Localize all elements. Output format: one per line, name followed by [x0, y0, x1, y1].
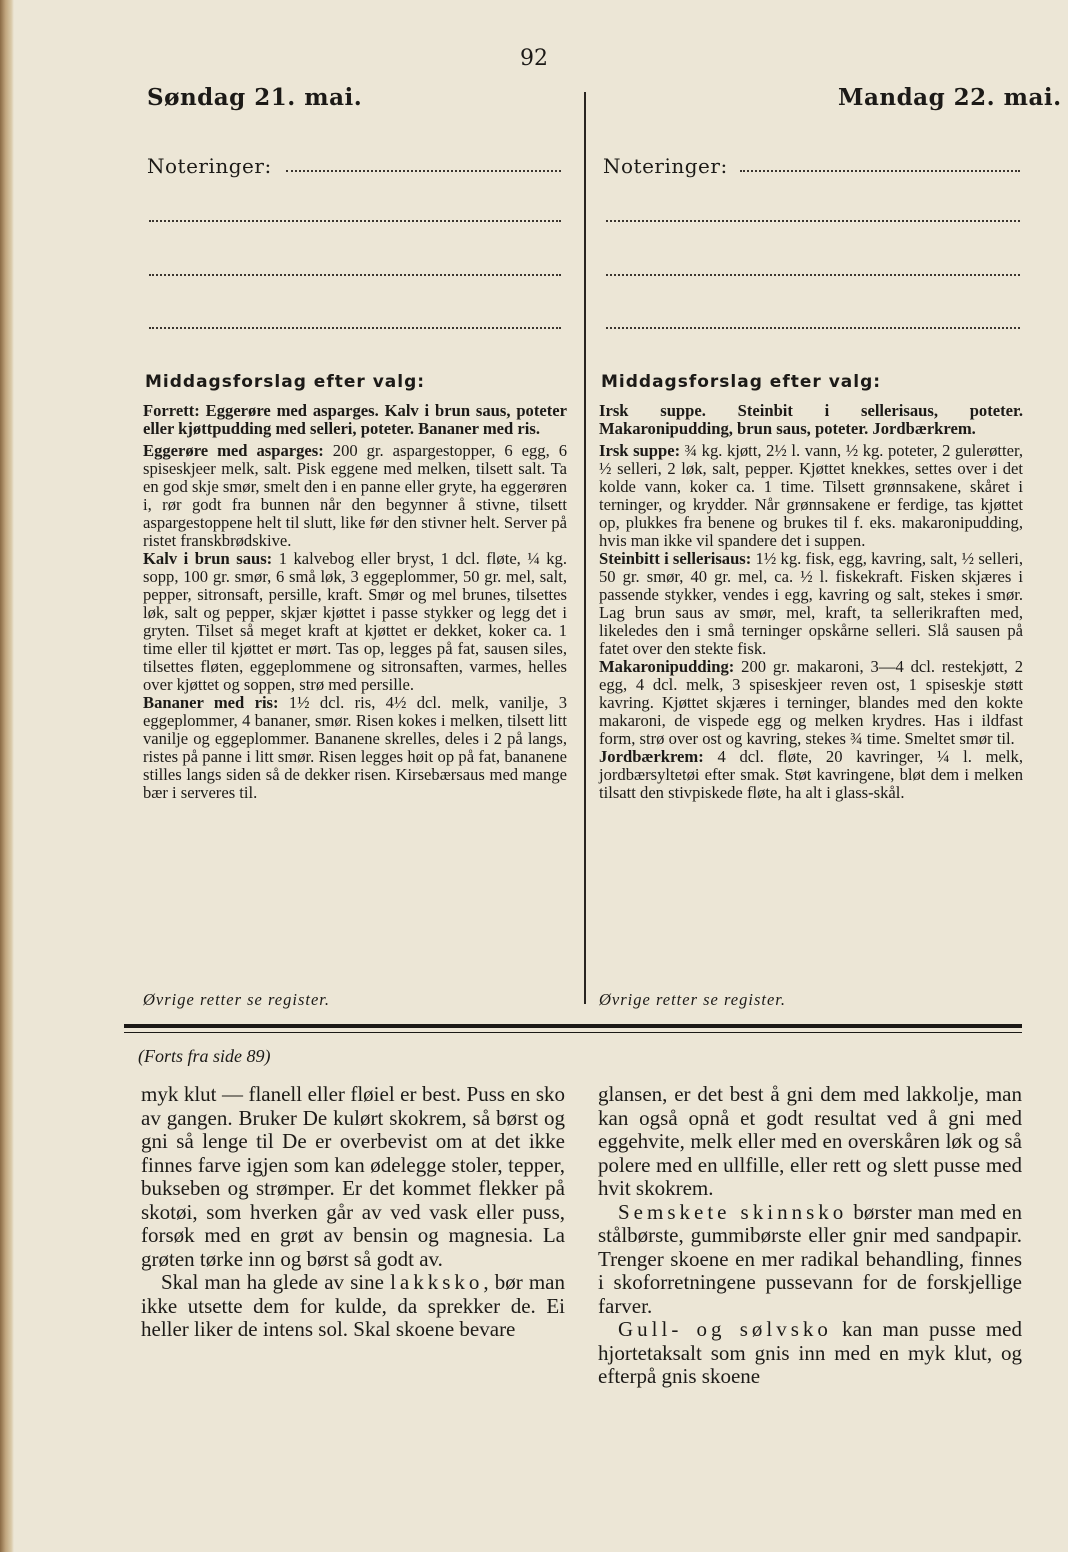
- article-paragraph: [598, 1318, 1022, 1389]
- paragraph-text-rest: kan man pusse med hjortetaksalt som gnis inn med en myk klut, og efterpå gnis skoene: [598, 1317, 1022, 1388]
- notes-label-monday: Noteringer:: [603, 154, 728, 178]
- notes-line-monday-2: [606, 220, 1020, 222]
- section-separator-thick: [124, 1024, 1022, 1028]
- notes-line-sunday-1: [286, 170, 561, 172]
- recipe-body: Eggerøre med asparges. Kalv i brun saus, poteter eller kjøttpudding med selleri, poteter. Bananer med ris.: [143, 401, 567, 438]
- notes-line-monday-3: [606, 274, 1020, 276]
- page-number: 92: [520, 46, 548, 71]
- recipe-lead: Eggerøre med asparges:: [143, 441, 324, 460]
- continuation-label: (Forts fra side 89): [138, 1046, 271, 1066]
- spaced-term: Gull- og sølvsko: [618, 1317, 832, 1341]
- menu-suggestions-sunday: [143, 372, 567, 1012]
- article-column-left: [141, 1083, 565, 1342]
- recipe-eggerore: [143, 442, 567, 550]
- recipe-lead: Forrett:: [143, 401, 200, 420]
- notes-line-sunday-3: [149, 274, 561, 276]
- article-paragraph: [141, 1271, 565, 1342]
- recipe-lead: Makaronipudding:: [599, 657, 735, 676]
- notes-line-monday-4: [606, 327, 1020, 329]
- column-divider: [584, 92, 586, 1004]
- recipe-lead: Irsk suppe:: [599, 441, 681, 460]
- recipe-body: 1 kalvebog eller bryst, 1 dcl. fløte, ¼ kg. sopp, 100 gr. smør, 6 små løk, 3 eggeplommer, 50 gr. mel, salt, pepper, sitronsaft, persille, kraft. Smør og mel brunes, tilsettes løk, salt og pepper, skjær kjøttet i passe stykker og legg det i gryten. Tilset så meget kraft at kjøttet er dekket, koker ca. 1 time eller til kjøttet er mørt. Tas op, legges på fat, sausen siles, tilsettes fløten, eggeplommene og sitronsaften, varmes, helles over kjøttet og soppen, strø med persille.: [143, 549, 567, 694]
- recipe-body: 4 dcl. fløte, 20 kavringer, ¼ l. melk, jordbærsyltetøi efter smak. Støt kavringene, bløt dem i melken tilsatt den stivpiskede fløte, ha alt i glass-skål.: [599, 747, 1023, 802]
- recipe-lead: Jordbærkrem:: [599, 747, 704, 766]
- recipe-lead: Kalv i brun saus:: [143, 549, 273, 568]
- notes-line-sunday-4: [149, 327, 561, 329]
- recipe-irsk-suppe: [599, 442, 1023, 550]
- notes-label-sunday: Noteringer:: [147, 154, 272, 178]
- recipe-body: 200 gr. makaroni, 3—4 dcl. restekjøtt, 2 egg, 4 dcl. melk, 3 spiseskjeer reven ost, 1 spiseskje støtt kavring. Kjøttet skjæres i terninger, blandes med den kokte makaroni, de vispede egg og melken krydres. Has i ildfast form, strø over ost og kavring, stekes ¾ time. Smeltet smør til.: [599, 657, 1024, 748]
- recipe-summary: [143, 402, 567, 438]
- section-separator-thin: [124, 1032, 1022, 1033]
- paragraph-text: myk klut — flanell eller fløiel er best. Puss en sko av gangen. Bruker De kulørt skokrem, så børst og gni så lenge til De er overbevist om at det ikke finnes farve igjen som kan ødelegge stoler, tepper, bukseben og strømper. Er det kommet flekker på skotøi, som hverken går av ved vask eller puss, forsøk med en grøt av bensin og magnesia. La grøten tørke inn og børst så godt av.: [141, 1082, 565, 1271]
- recipe-body: 1½ dcl. ris, 4½ dcl. melk, vanilje, 3 eggeplommer, 4 bananer, smør. Risen kokes i melken, tilsett litt vanilje og eggeplommer. Bananene skrelles, deles i 2 på langs, ristes på panne i litt smør. Risen legges høit op på fat, bananene stilles langs siden så de dekker risen. Kirsebærsaus med mange bær i serveres til.: [143, 693, 567, 802]
- recipe-list-sunday: [143, 402, 567, 802]
- paragraph-text-rest: , bør man ikke utsette dem for kulde, da sprekker de. Ei heller liker de intens sol. Skal skoene bevare: [141, 1270, 565, 1341]
- recipe-steinbitt: [599, 550, 1023, 658]
- more-recipes-note-monday: Øvrige retter se register.: [599, 990, 786, 1009]
- recipe-body: Irsk suppe. Steinbit i sellerisaus, poteter. Makaronipudding, brun saus, poteter. Jordbærkrem.: [599, 401, 1023, 438]
- notes-line-monday-1: [740, 170, 1020, 172]
- recipe-list-monday: [599, 402, 1023, 802]
- recipe-summary: [599, 402, 1023, 438]
- recipe-bananer-ris: [143, 694, 567, 802]
- spaced-term: Semskete skinnsko: [618, 1199, 848, 1224]
- recipe-lead: Bananer med ris:: [143, 693, 279, 712]
- recipe-body: 200 gr. aspargestopper, 6 egg, 6 spiseskjeer melk, salt. Pisk eggene med melken, tilsett salt. Ta en god skje smør, smelt den i en panne eller gryte, ha eggerøren i, rør godt fra bunnen når den begynner å stivne, tilsett aspargestoppene helt til slutt, like før den stivner helt. Server på ristet franskbrødskive.: [143, 441, 567, 550]
- article-paragraph: [141, 1083, 565, 1271]
- article-paragraph: [598, 1201, 1022, 1319]
- menu-suggestions-monday: [599, 372, 1023, 1012]
- paragraph-text: glansen, er det best å gni dem med lakkolje, man kan også opnå et godt resultat ved å gni med eggehvite, melk eller med en overskåren løk og så polere med en ullfille, eller rett og slett pusse med hvit skokrem.: [598, 1082, 1022, 1200]
- day-title-sunday: Søndag 21. mai.: [147, 84, 363, 111]
- recipe-lead: Steinbitt i sellerisaus:: [599, 549, 752, 568]
- recipe-kalv-brun-saus: [143, 550, 567, 694]
- notes-line-sunday-2: [149, 220, 561, 222]
- spaced-term: lakksko: [390, 1270, 484, 1294]
- recipe-body: 1½ kg. fisk, egg, kavring, salt, ½ selleri, 50 gr. smør, 40 gr. mel, ca. ½ l. fiskekraft. Fisken skjæres i passende stykker, vendes i egg, kavring og salt, stekes i smør. Lag brun saus av smør, mel, kraft, ta sellerikraften med, likeledes den i små terninger opskårne selleri. Slå sausen på fatet over den stekte fisk.: [599, 549, 1024, 658]
- menu-heading-monday: Middagsforslag efter valg:: [601, 372, 882, 392]
- article-paragraph: [598, 1083, 1022, 1201]
- recipe-makaronipudding: [599, 658, 1023, 748]
- paragraph-text: Skal man ha glede av sine: [161, 1270, 391, 1294]
- book-binding-edge: [0, 0, 14, 1552]
- article-column-right: [598, 1083, 1022, 1389]
- recipe-body: ¾ kg. kjøtt, 2½ l. vann, ½ kg. poteter, 2 gulerøtter, ½ selleri, 2 løk, salt, pepper. Kjøttet knekkes, settes over i det kolde vann, koker ca. 1 time. Tilsett grønnsakene, skåret i terninger, og krydder. Når grønnsakene er ferdige, tas kjøttet op, plukkes fra benene og brukes til f. eks. makaronipudding, hvis man ikke vil spandere det i suppen.: [599, 441, 1023, 550]
- recipe-jordbaerkrem: [599, 748, 1023, 802]
- more-recipes-note-sunday: Øvrige retter se register.: [143, 990, 330, 1009]
- menu-heading-sunday: Middagsforslag efter valg:: [145, 372, 426, 392]
- paragraph-text-rest: børster man med en stålbørste, gummibørste eller gnir med sandpapir. Trenger skoene en mer radikal behandling, finnes i skoforretningene pussevann for de forskjellige farver.: [598, 1199, 1022, 1318]
- day-title-monday: Mandag 22. mai.: [838, 84, 1062, 111]
